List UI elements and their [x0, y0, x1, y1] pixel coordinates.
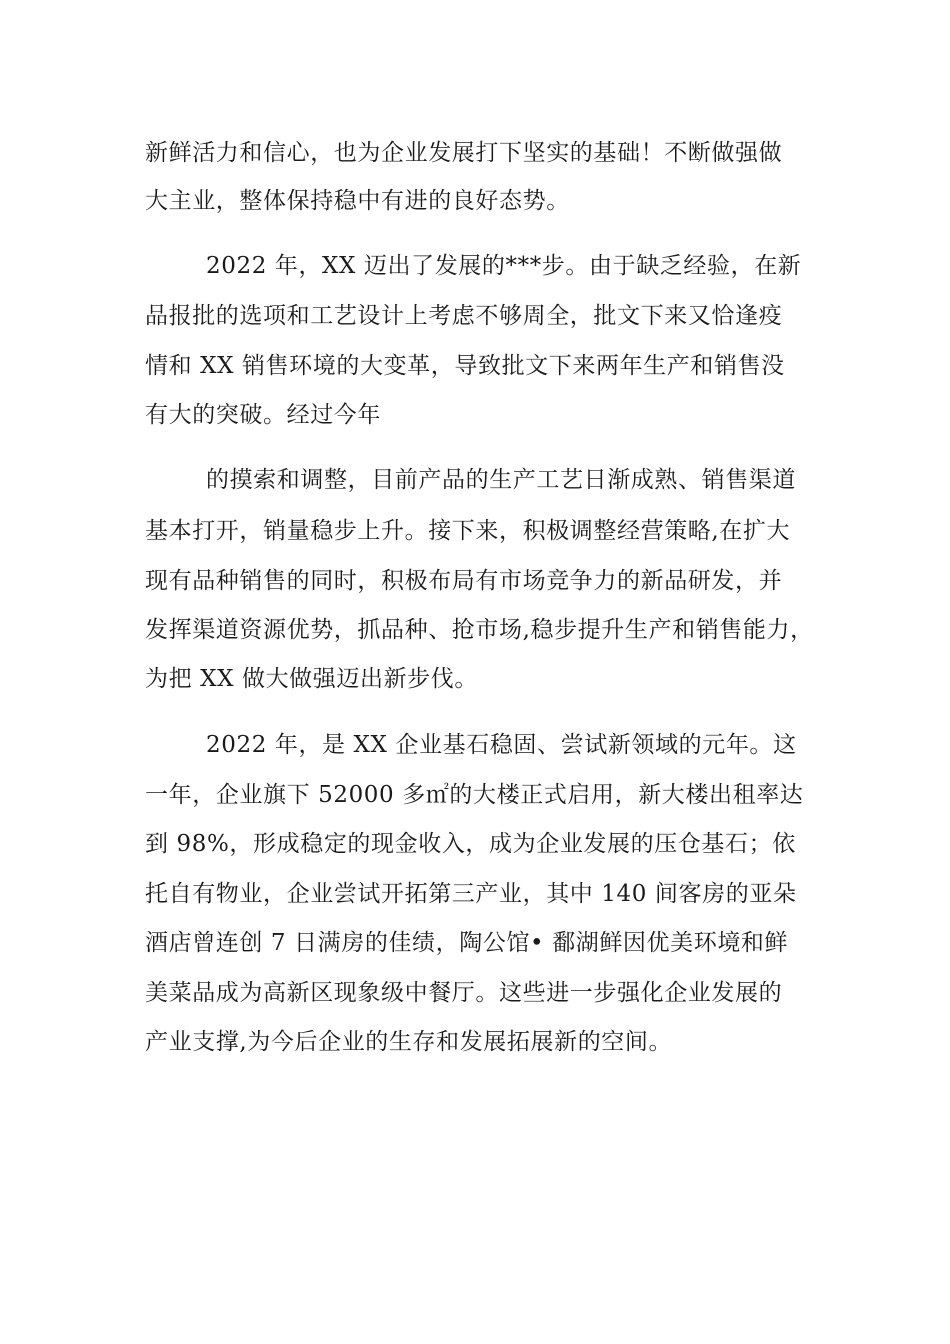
- text-line: 到 98%，形成稳定的现金收入，成为企业发展的压仓基石；依: [145, 831, 796, 857]
- text-line: 为把 XX 做大做强迈出新步伐。: [145, 666, 478, 692]
- text-line: 基本打开，销量稳步上升。接下来，积极调整经营策略,在扩大: [145, 518, 791, 544]
- text-line: 2022 年，是 XX 企业基石稳固、尝试新领域的元年。这: [206, 732, 797, 758]
- text-line: 大主业，整体保持稳中有进的良好态势。: [145, 188, 570, 214]
- text-line: 有大的突破。经过今年: [145, 402, 381, 428]
- text-line: 一年，企业旗下 52000 多㎡的大楼正式启用，新大楼出租率达: [145, 782, 804, 808]
- text-line: 发挥渠道资源优势，抓品种、抢市场,稳步提升生产和销售能力，: [145, 617, 814, 643]
- text-line: 美菜品成为高新区现象级中餐厅。这些进一步强化企业发展的: [145, 980, 783, 1006]
- text-line: 情和 XX 销售环境的大变革，导致批文下来两年生产和销售没: [145, 353, 785, 379]
- text-line: 品报批的选项和工艺设计上考虑不够周全，批文下来又恰逢疫: [145, 303, 783, 329]
- text-line: 的摸索和调整，目前产品的生产工艺日渐成熟、销售渠道: [206, 467, 796, 493]
- text-line: 现有品种销售的同时，积极布局有市场竞争力的新品研发，并: [145, 568, 783, 594]
- text-line: 托自有物业，企业尝试开拓第三产业，其中 140 间客房的亚朵: [145, 881, 797, 907]
- text-line: 酒店曾连创 7 日满房的佳绩，陶公馆• 鄱湖鲜因优美环境和鲜: [145, 930, 789, 956]
- text-line: 2022 年，XX 迈出了发展的***步。由于缺乏经验，在新: [206, 253, 802, 279]
- text-line: 新鲜活力和信心，也为企业发展打下坚实的基础！不断做强做: [145, 140, 783, 166]
- text-line: 产业支撑,为今后企业的生存和发展拓展新的空间。: [145, 1029, 673, 1055]
